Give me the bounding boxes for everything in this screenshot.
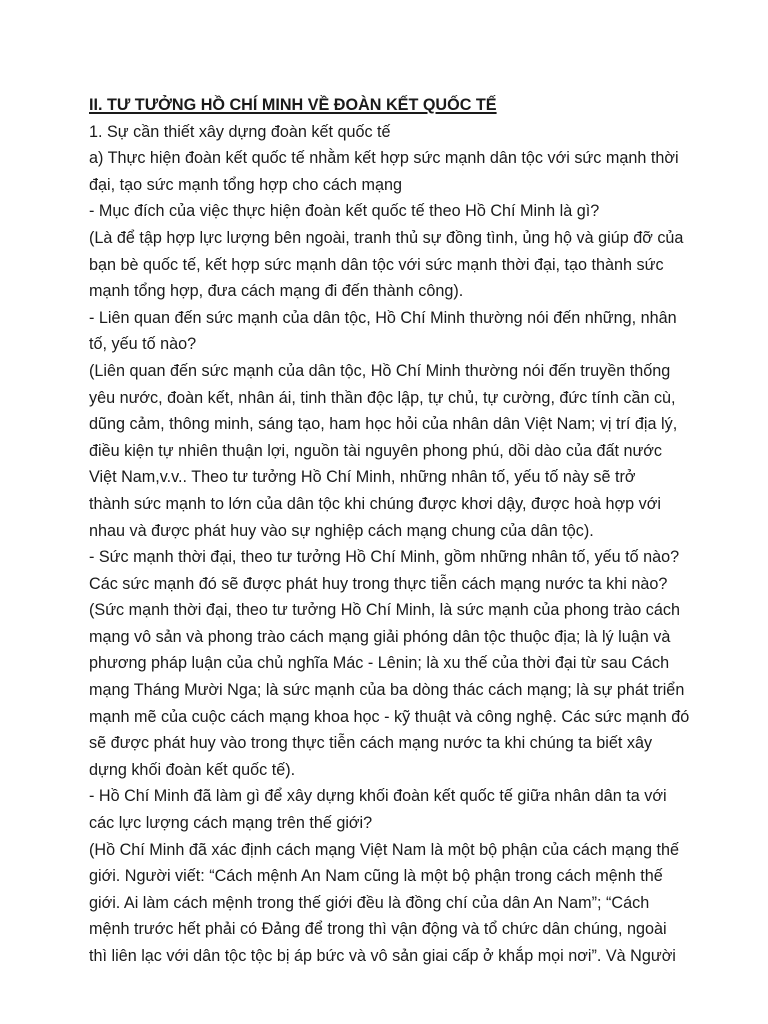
text-line: dựng khối đoàn kết quốc tế). — [89, 760, 296, 779]
text-line: Việt Nam,v.v.. Theo tư tưởng Hồ Chí Minh, những nhân tố, yếu tố này sẽ trở — [89, 468, 636, 487]
text-line: phương pháp luận của chủ nghĩa Mác - Lênin; là xu thế của thời đại từ sau Cách — [89, 654, 670, 673]
text-line: thành sức mạnh to lớn của dân tộc khi chúng được khơi dậy, được hoà hợp với — [89, 494, 661, 513]
text-line: mạnh mẽ của cuộc cách mạng khoa học - kỹ thuật và công nghệ. Các sức mạnh đó — [89, 707, 690, 726]
text-line: điều kiện tự nhiên thuận lợi, nguồn tài nguyên phong phú, dồi dào của đất nước — [89, 441, 663, 460]
section-title: II. TƯ TƯỞNG HỒ CHÍ MINH VỀ ĐOÀN KẾT QUỐC TẾ — [89, 96, 497, 114]
text-line: thì liên lạc với dân tộc tộc bị áp bức và vô sản giai cấp ở khắp mọi nơi”. Và Người — [89, 947, 676, 965]
text-line: - Mục đích của việc thực hiện đoàn kết quốc tế theo Hồ Chí Minh là gì? — [89, 202, 600, 221]
text-line: bạn bè quốc tế, kết hợp sức mạnh dân tộc với sức mạnh thời đại, tạo thành sức — [89, 255, 664, 274]
text-line: (Liên quan đến sức mạnh của dân tộc, Hồ Chí Minh thường nói đến truyền thống — [89, 361, 671, 380]
text-line: - Sức mạnh thời đại, theo tư tưởng Hồ Chí Minh, gồm những nhân tố, yếu tố nào? — [89, 548, 680, 567]
text-line: - Hồ Chí Minh đã làm gì để xây dựng khối đoàn kết quốc tế giữa nhân dân ta với — [89, 787, 667, 806]
text-line: nhau và được phát huy vào sự nghiệp cách mạng chung của dân tộc). — [89, 521, 594, 540]
text-line: dũng cảm, thông minh, sáng tạo, ham học hỏi của nhân dân Việt Nam; vị trí địa lý, — [89, 415, 678, 434]
text-line: sẽ được phát huy vào trong thực tiễn cách mạng nước ta khi chúng ta biết xây — [89, 734, 653, 753]
text-line: giới. Người viết: “Cách mệnh An Nam cũng là một bộ phận trong cách mệnh thế — [89, 867, 663, 886]
text-line: giới. Ai làm cách mệnh trong thế giới đều là đồng chí của dân An Nam”; “Cách — [89, 893, 650, 912]
text-line: (Sức mạnh thời đại, theo tư tưởng Hồ Chí Minh, là sức mạnh của phong trào cách — [89, 601, 680, 620]
text-line: mệnh trước hết phải có Đảng để trong thì vận động và tổ chức dân chúng, ngoài — [89, 920, 667, 939]
text-line: Các sức mạnh đó sẽ được phát huy trong thực tiễn cách mạng nước ta khi nào? — [89, 574, 668, 593]
text-line: 1. Sự cần thiết xây dựng đoàn kết quốc tế — [89, 122, 391, 141]
document-body — [89, 92, 689, 970]
text-line: mạnh tổng hợp, đưa cách mạng đi đến thành công). — [89, 282, 464, 301]
text-line: a) Thực hiện đoàn kết quốc tế nhằm kết hợp sức mạnh dân tộc với sức mạnh thời — [89, 149, 679, 168]
text-line: - Liên quan đến sức mạnh của dân tộc, Hồ Chí Minh thường nói đến những, nhân — [89, 308, 677, 327]
text-line: mạng Tháng Mười Nga; là sức mạnh của ba dòng thác cách mạng; là sự phát triển — [89, 681, 685, 700]
text-line: đại, tạo sức mạnh tổng hợp cho cách mạng — [89, 175, 403, 194]
text-line: (Hồ Chí Minh đã xác định cách mạng Việt Nam là một bộ phận của cách mạng thế — [89, 840, 679, 859]
text-line: các lực lượng cách mạng trên thế giới? — [89, 814, 373, 833]
text-line: mạng vô sản và phong trào cách mạng giải phóng dân tộc thuộc địa; là lý luận và — [89, 627, 671, 646]
text-line: yêu nước, đoàn kết, nhân ái, tinh thần độc lập, tự chủ, tự cường, đức tính cần cù, — [89, 388, 676, 407]
text-line: tố, yếu tố nào? — [89, 335, 197, 354]
text-line: (Là để tập hợp lực lượng bên ngoài, tranh thủ sự đồng tình, ủng hộ và giúp đỡ của — [89, 228, 684, 247]
